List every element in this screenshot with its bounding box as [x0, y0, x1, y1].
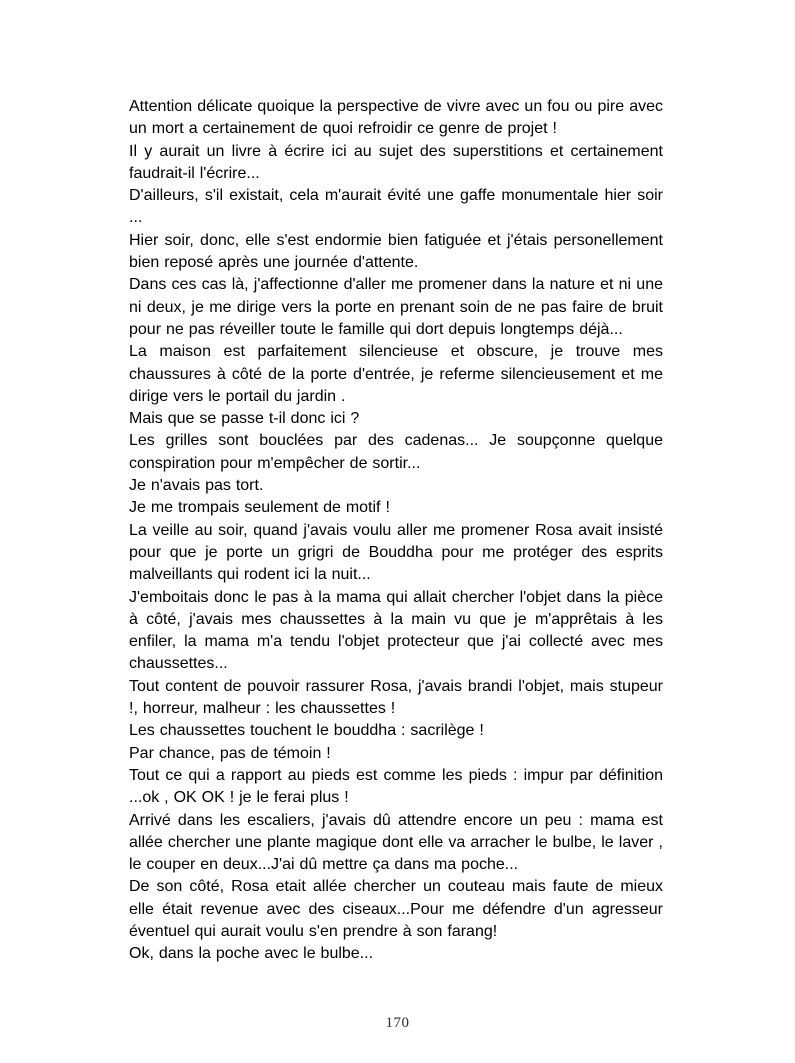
page-number: 170: [385, 1015, 410, 1031]
paragraph: Les grilles sont bouclées par des cadenas... Je soupçonne quelque conspiration pour m'empêcher de sortir...: [129, 432, 663, 472]
paragraph: De son côté, Rosa etait allée chercher un couteau mais faute de mieux elle était revenue avec des ciseaux...Pour me défendre d'un agresseur éventuel qui aurait voulu s'en prendre à son farang!: [129, 878, 663, 940]
paragraph: Tout ce qui a rapport au pieds est comme les pieds : impur par définition ...ok , OK OK ! je le ferai plus !: [129, 766, 663, 807]
paragraph: Mais que se passe t-il donc ici ?: [129, 410, 360, 428]
paragraph: Les chaussettes touchent le bouddha : sacrilège !: [129, 722, 484, 740]
paragraph: D'ailleurs, s'il existait, cela m'aurait évité une gaffe monumentale hier soir ...: [129, 187, 663, 227]
paragraph: Je n'avais pas tort.: [129, 477, 264, 495]
paragraph: La veille au soir, quand j'avais voulu aller me promener Rosa avait insisté pour que je porte un grigri de Bouddha pour me protéger des esprits malveillants qui rodent ici la nuit...: [129, 521, 663, 584]
text-block: [129, 96, 663, 966]
page-footer: [0, 1014, 795, 1032]
paragraph: J'emboitais donc le pas à la mama qui allait chercher l'objet dans la pièce à côté, j'avais mes chaussettes à la main vu que je m'apprêtais à les enfiler, la mama m'a tendu l'objet protecteur que j'ai collecté avec mes chaussettes...: [129, 588, 663, 673]
paragraph: Attention délicate quoique la perspective de vivre avec un fou ou pire avec un mort a certainement de quoi refroidir ce genre de projet !: [129, 98, 663, 138]
paragraph: Ok, dans la poche avec le bulbe...: [129, 945, 374, 963]
paragraph: Hier soir, donc, elle s'est endormie bien fatiguée et j'étais personellement bien reposé après une journée d'attente.: [129, 231, 663, 272]
paragraph: La maison est parfaitement silencieuse et obscure, je trouve mes chaussures à côté de la porte d'entrée, je referme silencieusement et me dirige vers le portail du jardin .: [129, 343, 663, 405]
paragraph: Il y aurait un livre à écrire ici au sujet des superstitions et certainement faudrait-il l'écrire...: [129, 142, 663, 182]
paragraph: Par chance, pas de témoin !: [129, 744, 331, 762]
paragraph: Arrivé dans les escaliers, j'avais dû attendre encore un peu : mama est allée chercher une plante magique dont elle va arracher le bulbe, le laver , le couper en deux...J'ai dû mettre ça dans ma poche...: [129, 811, 663, 874]
paragraph: Dans ces cas là, j'affectionne d'aller me promener dans la nature et ni une ni deux, je me dirige vers la porte en prenant soin de ne pas faire de bruit pour ne pas réveiller toute le famille qui dort depuis longtemps déjà...: [129, 276, 663, 338]
paragraph: Je me trompais seulement de motif !: [129, 499, 390, 517]
paragraph: Tout content de pouvoir rassurer Rosa, j'avais brandi l'objet, mais stupeur !, horreur, malheur : les chaussettes !: [129, 677, 663, 718]
